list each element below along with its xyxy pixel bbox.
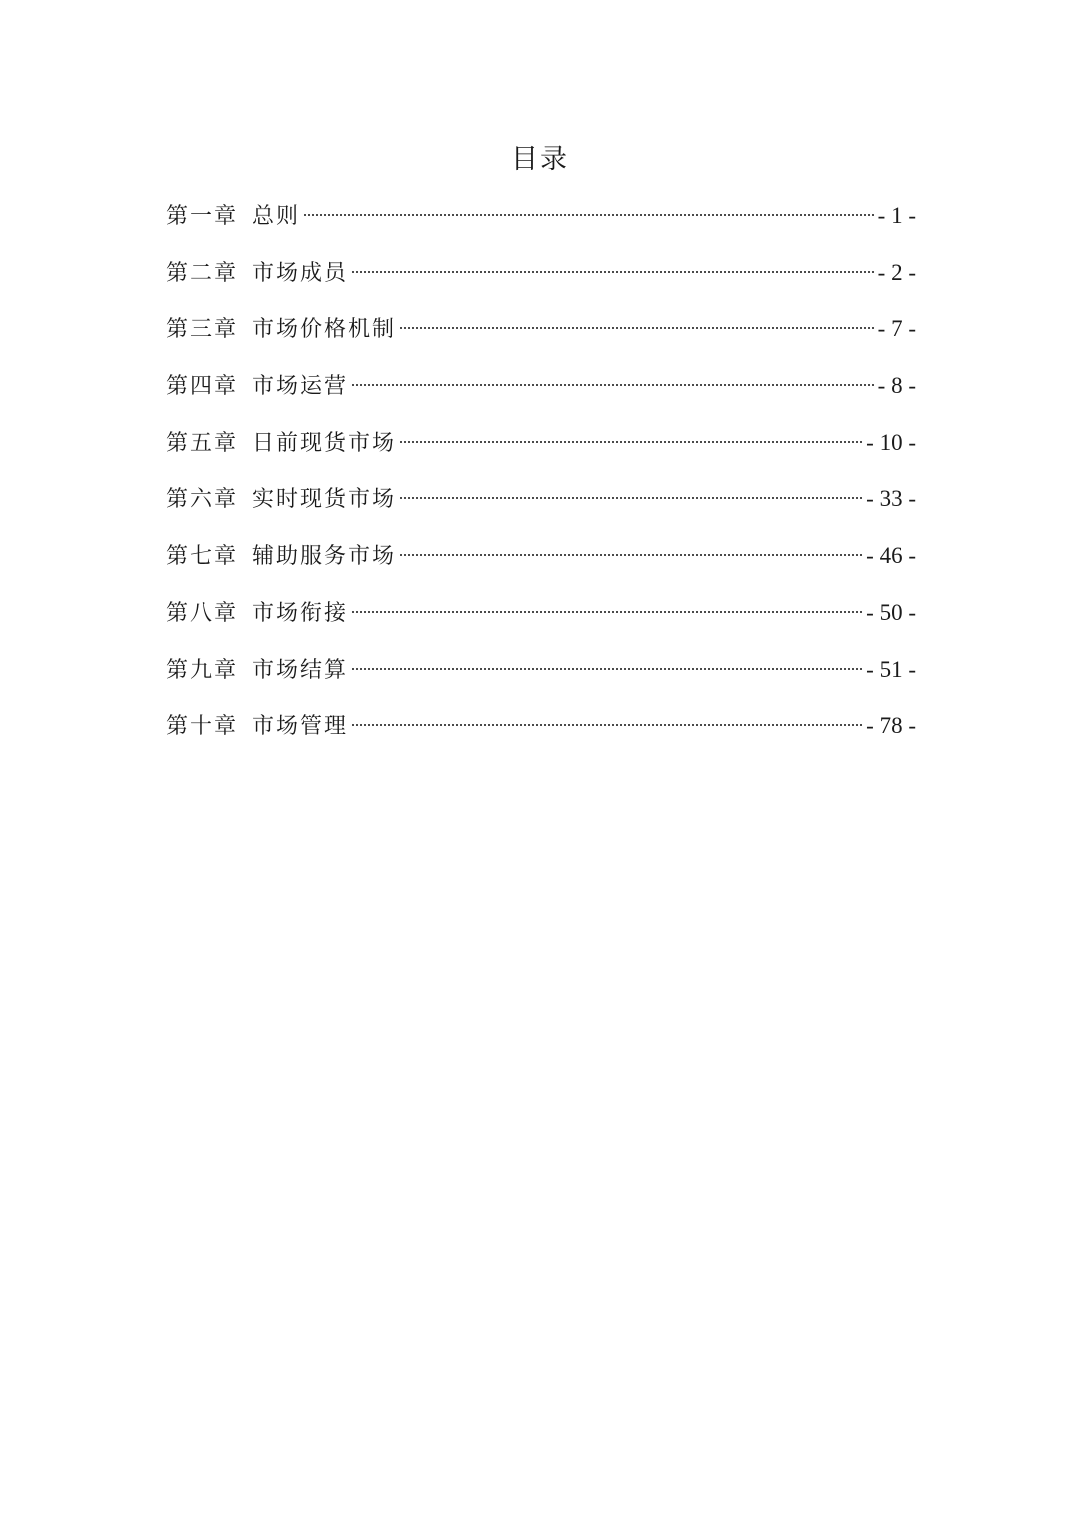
toc-entry[interactable] [166,706,916,763]
toc-chapter-number: 第一章 [166,204,239,229]
toc-dot-leader [400,497,862,499]
toc-dot-leader [352,271,874,273]
toc-title: 目录 [511,144,569,175]
toc-page-number: - 2 - [877,259,916,285]
toc-dot-leader [352,611,862,613]
toc-chapter-number: 第六章 [166,487,239,513]
toc-page-number: - 78 - [866,713,916,739]
toc-entry[interactable] [166,479,916,536]
toc-chapter-number: 第九章 [166,657,239,683]
toc-entry[interactable] [166,366,916,423]
toc-dot-leader [304,214,874,216]
toc-chapter-heading: 日前现货市场 [252,430,397,456]
toc-entry[interactable] [166,253,916,310]
toc-dot-leader [400,554,862,556]
toc-chapter-heading: 总则 [252,204,301,229]
toc-page-number: - 1 - [877,203,916,228]
toc-entry[interactable] [166,536,916,593]
toc-chapter-number: 第八章 [166,600,239,626]
toc-page-number: - 10 - [866,429,916,455]
toc-page-number: - 7 - [877,316,916,342]
toc-dot-leader [400,327,874,329]
toc-dot-leader [352,668,862,670]
toc-chapter-heading: 市场成员 [252,260,349,286]
toc-chapter-number: 第二章 [166,260,239,286]
toc-chapter-heading: 实时现货市场 [252,487,397,513]
toc-entry[interactable] [166,309,916,366]
toc-chapter-heading: 市场衔接 [252,600,349,626]
toc-chapter-number: 第三章 [166,317,239,343]
toc-chapter-number: 第五章 [166,430,239,456]
toc-dot-leader [400,441,862,443]
toc-entry[interactable] [166,423,916,480]
toc-list [166,196,916,763]
toc-chapter-heading: 市场价格机制 [252,317,397,343]
toc-entry[interactable] [166,593,916,650]
toc-dot-leader [352,384,874,386]
toc-chapter-heading: 市场结算 [252,657,349,683]
toc-chapter-number: 第七章 [166,544,239,570]
toc-chapter-heading: 市场运营 [252,374,349,400]
toc-page-number: - 33 - [866,486,916,512]
toc-dot-leader [352,724,862,726]
toc-entry[interactable] [166,650,916,707]
toc-page-number: - 51 - [866,656,916,682]
toc-chapter-number: 第十章 [166,714,239,740]
toc-entry[interactable] [166,196,916,253]
toc-page-number: - 50 - [866,599,916,625]
toc-chapter-number: 第四章 [166,374,239,400]
toc-chapter-heading: 市场管理 [252,714,349,740]
toc-page-number: - 8 - [877,373,916,399]
toc-chapter-heading: 辅助服务市场 [252,544,397,570]
toc-page-number: - 46 - [866,543,916,569]
